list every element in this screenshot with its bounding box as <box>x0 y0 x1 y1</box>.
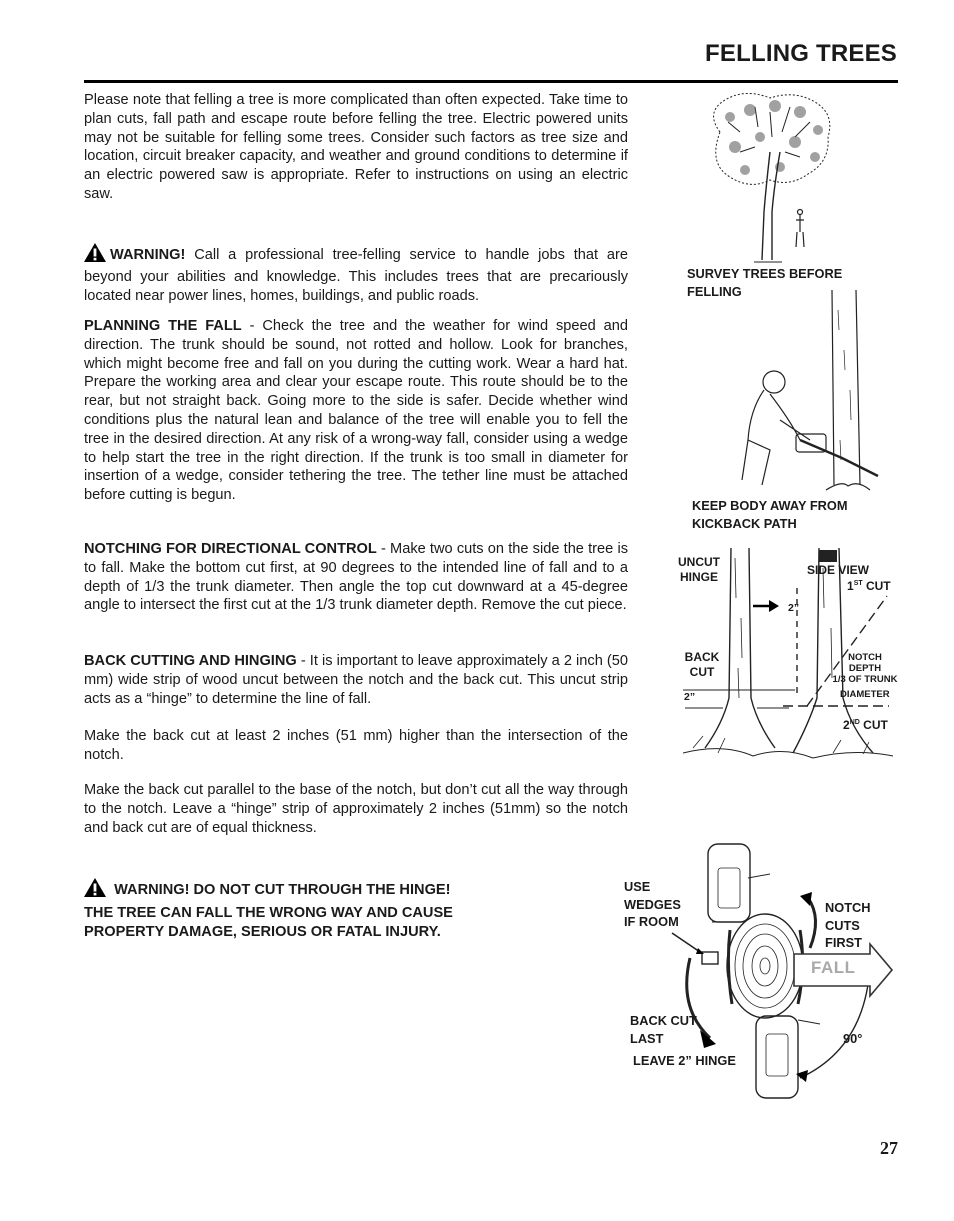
page-title: FELLING TREES <box>705 40 897 67</box>
label-back-cut-last: BACK CUT LAST <box>630 1013 697 1046</box>
header-rule <box>84 80 898 83</box>
warning2-line-1: WARNING! DO NOT CUT THROUGH THE HINGE! <box>114 882 451 898</box>
page-number: 27 <box>880 1138 898 1158</box>
label-ninety-degrees: 90° <box>843 1031 863 1046</box>
caption-survey: SURVEY TREES BEFORE FELLING <box>687 266 843 299</box>
planning-text: - Check the tree and the weather for wind speed and direction. The trunk should be sound, not rotted and hollow. Look for branches, which might become free and fall on you during the cutting work. Wear a hard hat. Prepare the working area and clear your escape route. This route should be to the rear, but not straight back. Going more to the side is safer. Decide whether wind conditions plus the natural lean and balance of the tree will enable you to fell the tree in the desired direction. At any risk of a wrong-way fall, consider using a wedge to help start the tree in the right direction. If the trunk is too small in diameter for insertion of a wedge, consider tethering the tree. The tether line must be attached before cutting is begun. <box>84 318 628 504</box>
warning-triangle-icon <box>84 878 106 904</box>
planning-paragraph <box>84 317 628 505</box>
label-two-inch: 2” <box>788 602 800 614</box>
label-use-wedges: USE WEDGES IF ROOM <box>624 879 681 929</box>
label-uncut-hinge: UNCUT HINGE <box>678 555 720 584</box>
warning2-line-2: THE TREE CAN FALL THE WRONG WAY AND CAUSE <box>84 904 453 921</box>
intro-paragraph: Please note that felling a tree is more complicated than often expected. Take time to plan cuts, fall path and escape route before felling the tree. Electric powered units may not be suitable for felling some trees. Consider such factors as tree size and location, circuit breaker capacity, and weather and ground conditions to determine if an electric powered saw is appropriate. Refer to instructions on using an electric saw. <box>84 92 628 202</box>
label-leave-hinge: LEAVE 2” HINGE <box>633 1053 736 1068</box>
kickback-illustration <box>730 290 880 495</box>
label-first-cut: 1ST CUT <box>847 579 891 593</box>
warning-triangle-icon <box>84 243 106 268</box>
warning-text: Call a professional tree-felling service to handle jobs that are beyond your abilities and knowledge. This includes trees that are precariously located near power lines, homes, buildings, and public roads. <box>84 247 628 304</box>
caption-kickback: KEEP BODY AWAY FROM KICKBACK PATH <box>692 498 848 531</box>
label-side-view: SIDE VIEW <box>807 563 870 577</box>
tree-survey-illustration <box>700 92 840 264</box>
label-two-inch-low: 2” <box>684 691 696 703</box>
label-back-cut: BACK CUT <box>684 650 720 679</box>
notching-heading: NOTCHING FOR DIRECTIONAL CONTROL <box>84 541 377 557</box>
warning-paragraph-1 <box>84 243 628 305</box>
notching-text: - Make two cuts on the side the tree is to fall. Make the bottom cut first, at 90 degrees to the intended line of fall and to a depth of 1/3 the trunk diameter. Then angle the top cut downward at a 45-degree angle to intersect the first cut at the 1/3 trunk diameter depth. Remove the cut piece. <box>84 541 628 614</box>
planning-heading: PLANNING THE FALL <box>84 318 242 334</box>
backcut-heading: BACK CUTTING AND HINGING <box>84 653 297 669</box>
backcut-parallel-paragraph: Make the back cut parallel to the base of the notch, but don’t cut all the way through to the notch. Leave a “hinge” strip of approximately 2 inches (51mm) so the notch and back cut are of equal thickness. <box>84 782 628 836</box>
notching-paragraph <box>84 540 628 615</box>
backcut-text: - It is important to leave approximately a 2 inch (50 mm) wide strip of wood uncut between the notch and the back cut. This uncut strip acts as a “hinge” to determine the line of fall. <box>84 653 628 707</box>
label-notch-depth: NOTCH DEPTH 1/3 OF TRUNK <box>832 652 898 685</box>
warning2-line-3: PROPERTY DAMAGE, SERIOUS OR FATAL INJURY. <box>84 924 441 940</box>
label-fall: FALL <box>811 958 856 977</box>
warning-label: WARNING! <box>110 247 186 263</box>
label-diameter: DIAMETER <box>840 689 890 700</box>
warning-paragraph-2 <box>84 878 604 943</box>
backcut-paragraph <box>84 652 628 708</box>
label-second-cut: 2ND CUT <box>843 718 888 732</box>
label-notch-cuts-first: NOTCH CUTS FIRST <box>825 900 871 950</box>
backcut-height-paragraph: Make the back cut at least 2 inches (51 mm) higher than the intersection of the notch. <box>84 728 628 763</box>
